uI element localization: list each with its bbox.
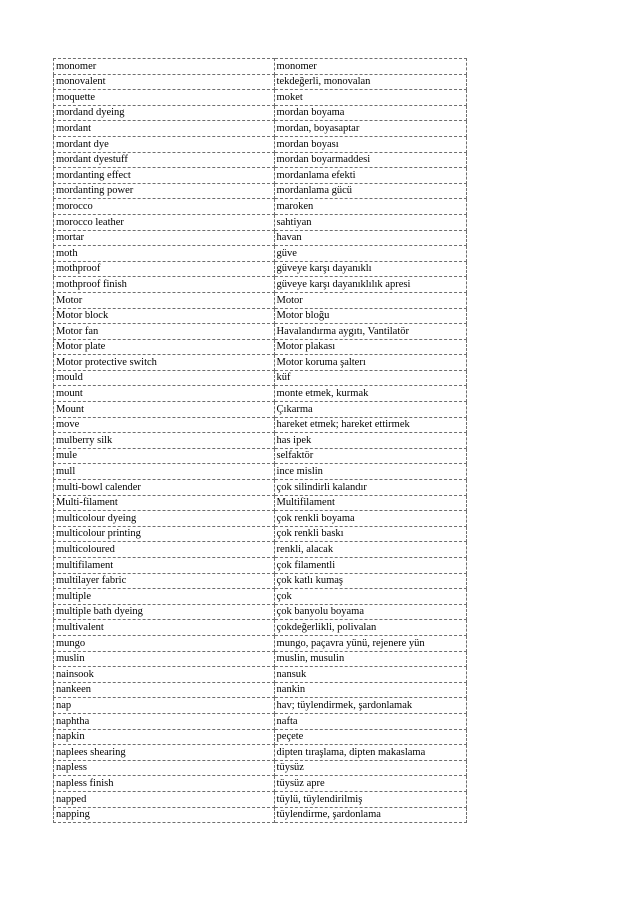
table-row [54, 417, 467, 433]
turkish-translation: Multifilament [274, 495, 466, 511]
english-term: napless finish [54, 776, 275, 792]
english-term: naphtha [54, 713, 275, 729]
table-row [54, 246, 467, 262]
table-row [54, 791, 467, 807]
table-row [54, 776, 467, 792]
turkish-translation: monomer [274, 59, 466, 75]
table-row [54, 729, 467, 745]
table-row [54, 651, 467, 667]
table-row [54, 168, 467, 184]
english-term: mordant dyestuff [54, 152, 275, 168]
turkish-translation: mordan boyası [274, 136, 466, 152]
turkish-translation: nansuk [274, 667, 466, 683]
turkish-translation: Havalandırma aygıtı, Vantilatör [274, 324, 466, 340]
turkish-translation: Motor koruma şalterı [274, 355, 466, 371]
turkish-translation: tüylendirme, şardonlama [274, 807, 466, 823]
english-term: napless [54, 760, 275, 776]
english-term: mordanting effect [54, 168, 275, 184]
table-row [54, 542, 467, 558]
english-term: mordanting power [54, 183, 275, 199]
turkish-translation: tüysüz apre [274, 776, 466, 792]
english-term: mungo [54, 635, 275, 651]
table-row [54, 526, 467, 542]
turkish-translation: selfaktör [274, 448, 466, 464]
turkish-translation: mordan boyarmaddesi [274, 152, 466, 168]
english-term: napping [54, 807, 275, 823]
table-row [54, 183, 467, 199]
table-row [54, 121, 467, 137]
english-term: multilayer fabric [54, 573, 275, 589]
turkish-translation: Motor [274, 292, 466, 308]
turkish-translation: tüylü, tüylendirilmiş [274, 791, 466, 807]
turkish-translation: çok renkli boyama [274, 511, 466, 527]
table-row [54, 105, 467, 121]
turkish-translation: güveye karşı dayanıklı [274, 261, 466, 277]
table-row [54, 90, 467, 106]
turkish-translation: çok silindirli kalandır [274, 480, 466, 496]
turkish-translation: muslin, musulin [274, 651, 466, 667]
english-term: mulberry silk [54, 433, 275, 449]
glossary-body [54, 59, 467, 823]
english-term: mordant [54, 121, 275, 137]
english-term: multi-bowl calender [54, 480, 275, 496]
english-term: Multi-filament [54, 495, 275, 511]
table-row [54, 261, 467, 277]
turkish-translation: maroken [274, 199, 466, 215]
english-term: morocco [54, 199, 275, 215]
turkish-translation: has ipek [274, 433, 466, 449]
turkish-translation: nankin [274, 682, 466, 698]
turkish-translation: çok filamentli [274, 558, 466, 574]
turkish-translation: çok banyolu boyama [274, 604, 466, 620]
turkish-translation: dipten tıraşlama, dipten makaslama [274, 745, 466, 761]
english-term: nankeen [54, 682, 275, 698]
turkish-translation: moket [274, 90, 466, 106]
table-row [54, 713, 467, 729]
turkish-translation: renkli, alacak [274, 542, 466, 558]
table-row [54, 760, 467, 776]
turkish-translation: mordan, boyasaptar [274, 121, 466, 137]
table-row [54, 464, 467, 480]
english-term: morocco leather [54, 214, 275, 230]
english-term: muslin [54, 651, 275, 667]
table-row [54, 589, 467, 605]
turkish-translation: mordanlama gücü [274, 183, 466, 199]
table-row [54, 635, 467, 651]
table-row [54, 604, 467, 620]
english-term: mordand dyeing [54, 105, 275, 121]
table-row [54, 74, 467, 90]
english-term: move [54, 417, 275, 433]
english-term: napped [54, 791, 275, 807]
table-row [54, 448, 467, 464]
table-row [54, 620, 467, 636]
turkish-translation: tekdeğerli, monovalan [274, 74, 466, 90]
table-row [54, 386, 467, 402]
turkish-translation: çok katlı kumaş [274, 573, 466, 589]
turkish-translation: çokdeğerlikli, polivalan [274, 620, 466, 636]
table-row [54, 698, 467, 714]
english-term: mordant dye [54, 136, 275, 152]
english-term: mull [54, 464, 275, 480]
turkish-translation: ince mislin [274, 464, 466, 480]
turkish-translation: mordanlama efekti [274, 168, 466, 184]
table-row [54, 402, 467, 418]
table-row [54, 199, 467, 215]
turkish-translation: sahtiyan [274, 214, 466, 230]
english-term: multicolour printing [54, 526, 275, 542]
table-row [54, 433, 467, 449]
english-term: nainsook [54, 667, 275, 683]
english-term: mothproof [54, 261, 275, 277]
table-row [54, 214, 467, 230]
turkish-translation: mordan boyama [274, 105, 466, 121]
english-term: multivalent [54, 620, 275, 636]
table-row [54, 355, 467, 371]
english-term: mule [54, 448, 275, 464]
table-row [54, 807, 467, 823]
turkish-translation: peçete [274, 729, 466, 745]
table-row [54, 308, 467, 324]
turkish-translation: çok renkli baskı [274, 526, 466, 542]
table-row [54, 667, 467, 683]
turkish-translation: güveye karşı dayanıklılık apresi [274, 277, 466, 293]
english-term: Motor block [54, 308, 275, 324]
turkish-translation: monte etmek, kurmak [274, 386, 466, 402]
english-term: multicolour dyeing [54, 511, 275, 527]
english-term: Motor protective switch [54, 355, 275, 371]
english-term: multifilament [54, 558, 275, 574]
english-term: Motor fan [54, 324, 275, 340]
table-row [54, 136, 467, 152]
turkish-translation: tüysüz [274, 760, 466, 776]
english-term: moquette [54, 90, 275, 106]
table-row [54, 152, 467, 168]
english-term: multiple bath dyeing [54, 604, 275, 620]
glossary-table [53, 58, 467, 823]
english-term: multicoloured [54, 542, 275, 558]
table-row [54, 558, 467, 574]
turkish-translation: havan [274, 230, 466, 246]
english-term: mount [54, 386, 275, 402]
table-row [54, 277, 467, 293]
english-term: monovalent [54, 74, 275, 90]
table-row [54, 745, 467, 761]
table-row [54, 370, 467, 386]
turkish-translation: küf [274, 370, 466, 386]
english-term: multiple [54, 589, 275, 605]
turkish-translation: güve [274, 246, 466, 262]
turkish-translation: Motor plakası [274, 339, 466, 355]
table-row [54, 480, 467, 496]
english-term: mothproof finish [54, 277, 275, 293]
english-term: monomer [54, 59, 275, 75]
table-row [54, 573, 467, 589]
table-row [54, 230, 467, 246]
english-term: moth [54, 246, 275, 262]
english-term: Motor [54, 292, 275, 308]
turkish-translation: nafta [274, 713, 466, 729]
table-row [54, 339, 467, 355]
table-row [54, 511, 467, 527]
english-term: nap [54, 698, 275, 714]
table-row [54, 495, 467, 511]
turkish-translation: çok [274, 589, 466, 605]
turkish-translation: Motor bloğu [274, 308, 466, 324]
turkish-translation: hav; tüylendirmek, şardonlamak [274, 698, 466, 714]
turkish-translation: hareket etmek; hareket ettirmek [274, 417, 466, 433]
english-term: naplees shearing [54, 745, 275, 761]
english-term: napkin [54, 729, 275, 745]
english-term: mould [54, 370, 275, 386]
english-term: mortar [54, 230, 275, 246]
english-term: Motor plate [54, 339, 275, 355]
turkish-translation: Çıkarma [274, 402, 466, 418]
table-row [54, 324, 467, 340]
turkish-translation: mungo, paçavra yünü, rejenere yün [274, 635, 466, 651]
english-term: Mount [54, 402, 275, 418]
table-row [54, 292, 467, 308]
table-row [54, 59, 467, 75]
table-row [54, 682, 467, 698]
